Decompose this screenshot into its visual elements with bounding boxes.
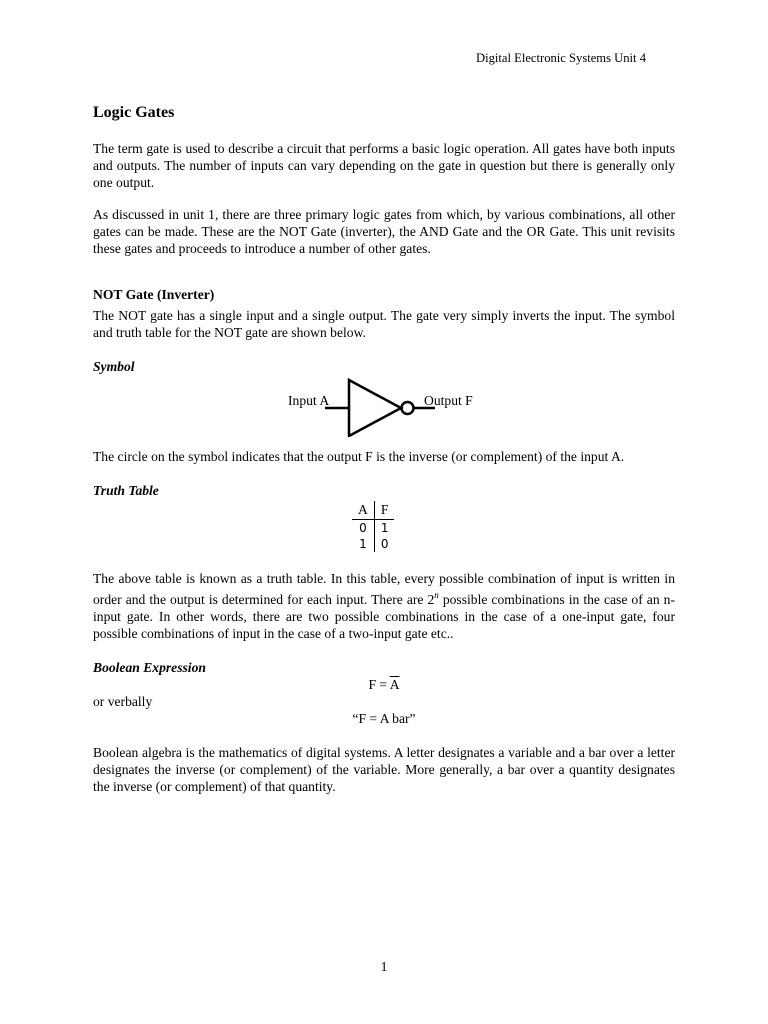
table-row [352,536,394,552]
truth-table-heading: Truth Table [93,483,159,498]
formula-base: 2 [427,592,435,607]
not-gate-description: The NOT gate has a single input and a single output. The gate very simply inverts the input. The symbol and truth table for the NOT gate are shown below. [93,308,675,340]
table-cell: 0 [352,520,374,537]
not-gate-symbol [93,375,675,431]
expression-lhs: F = [368,677,388,692]
boolean-expression [93,676,675,693]
not-gate-heading: NOT Gate (Inverter) [93,287,215,302]
intro-paragraph: The term gate is used to describe a circuit that performs a basic logic operation. All gates have both inputs and outputs. The number of inputs can vary depending on the gate in question but there is generally only one output. [93,141,675,190]
formula-exponent: n [434,590,439,600]
page-number: 1 [380,959,388,974]
page-content [93,103,675,795]
running-header: Digital Electronic Systems Unit 4 [476,51,646,65]
truth-table-header-f: F [374,501,394,520]
boolean-algebra-paragraph: Boolean algebra is the mathematics of digital systems. A letter designates a variable and a bar over a letter designates the inverse (or complement) of the variable. More generally, a bar over a quantity designates the inverse (or complement) of that quantity. [93,745,675,794]
primary-gates-paragraph: As discussed in unit 1, there are three primary logic gates from which, by various combinations, all other gates can be made. These are the NOT Gate (inverter), the AND Gate and the OR Gate. This unit revisits these gates and proceeds to introduce a number of other gates. [93,207,675,256]
truth-table-explanation-end: possible combinations in the case of an n-input gate. In other words, there are two possible combinations in the case of a one-input gate, four possible combinations of input in the case of a two-input gate etc.. [93,592,675,641]
expression-a-bar: $\overline{A}$ [389,677,400,692]
truth-table-header-a: A [352,501,374,520]
truth-table-explanation [93,570,675,642]
truth-table [352,501,394,552]
boolean-expression-heading: Boolean Expression [93,660,206,675]
table-cell: 1 [380,521,389,535]
truth-table-container [352,501,675,552]
truth-table-explanation-start: The above table is known as a truth table. In this table, every possible combination of input is written in order and the output is determined for each input. There are [93,571,675,607]
circle-explanation: The circle on the symbol indicates that the output F is the inverse (or complement) of the input A. [93,449,625,464]
table-row [352,520,394,537]
not-gate-icon [325,377,435,437]
input-label: Input A [288,393,330,408]
table-cell: 0 [380,537,389,551]
symbol-heading: Symbol [93,359,135,374]
page-title: Logic Gates [93,104,175,121]
table-cell: 1 [352,536,374,552]
combinations-formula [427,592,438,607]
verbal-expression: “F = A bar” [352,711,416,726]
or-verbally-text: or verbally [93,694,153,709]
output-label: Output F [424,393,473,408]
